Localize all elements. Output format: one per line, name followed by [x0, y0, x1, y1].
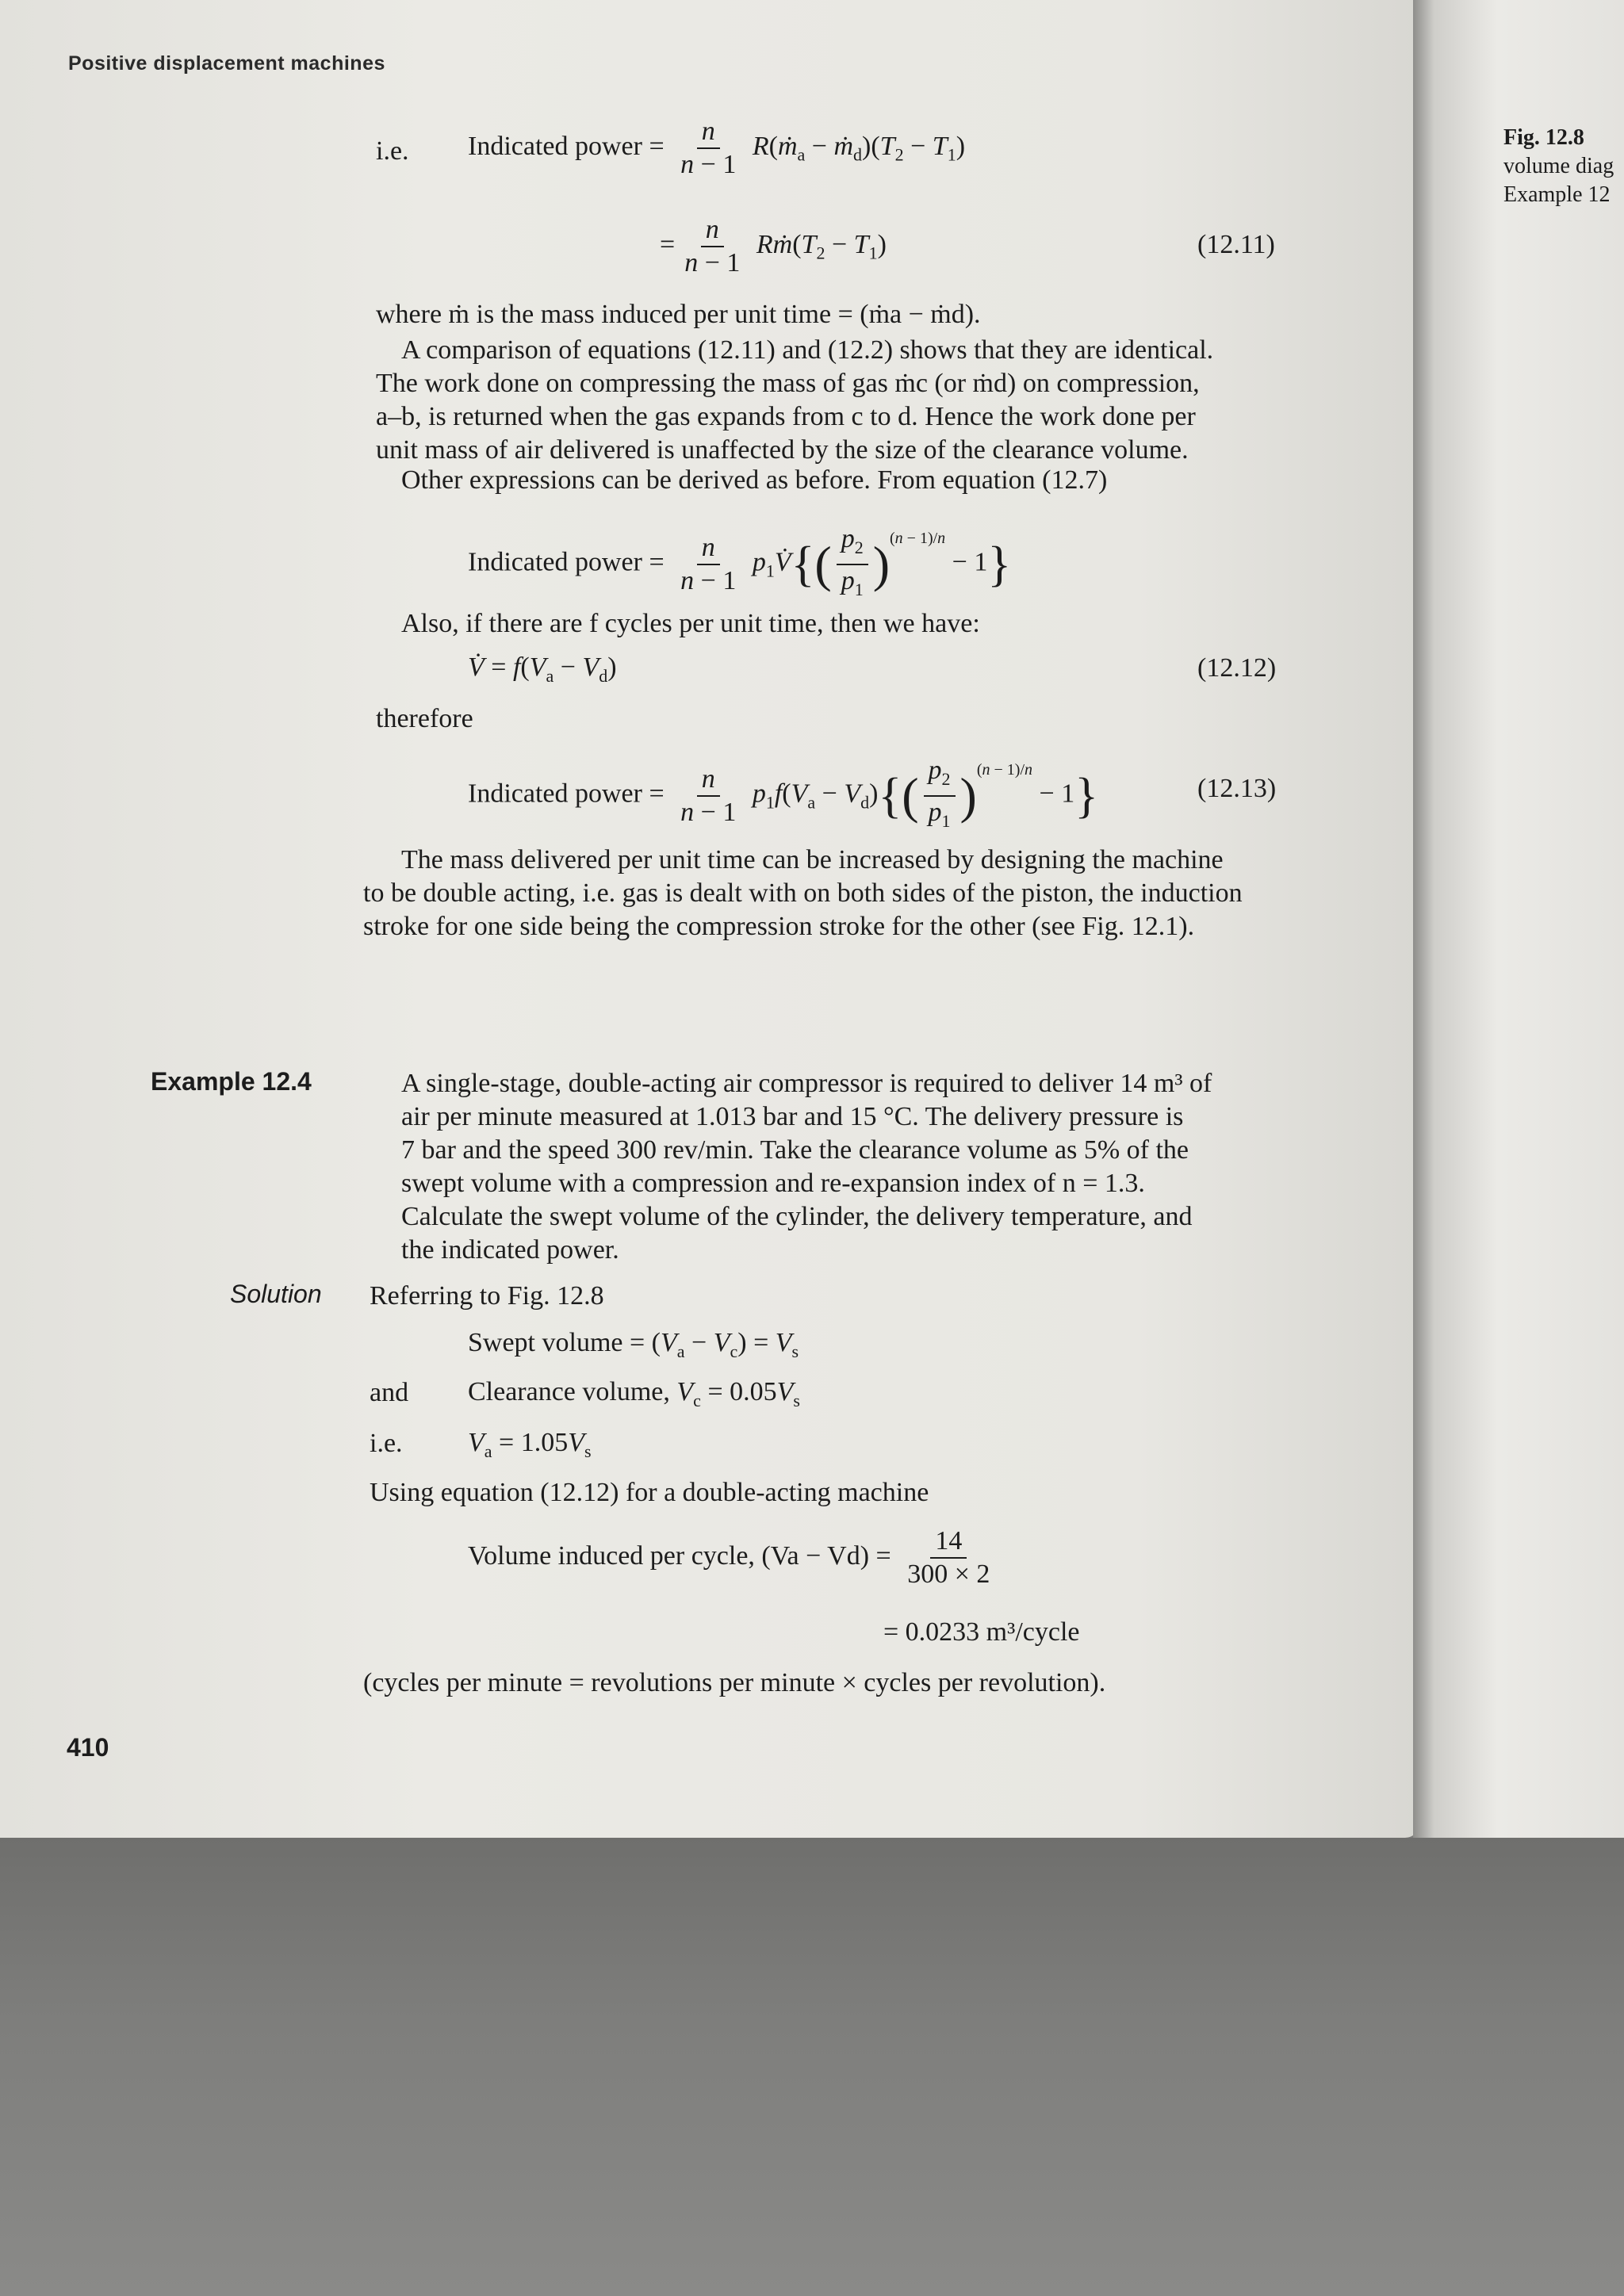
equation-indicated-power-4: Indicated power = $\frac{n}{n - 1}$ $p_1f(V_a - V_d)${( $\frac{p_2}{p_1}$ )$^{(n - 1)/n}$ − 1} [468, 756, 1098, 831]
equation-va: $V_a = 1.05V_s$ [468, 1428, 592, 1461]
facing-page-caption [1503, 124, 1614, 209]
text-also-cycles: Also, if there are f cycles per unit time, then we have: [401, 609, 980, 638]
example-line-5: Calculate the swept volume of the cylinder, the delivery temperature, and [401, 1202, 1193, 1231]
text-compare-line-1: A comparison of equations (12.11) and (12.2) shows that they are identical. [401, 335, 1214, 365]
solution-label: Solution [230, 1280, 322, 1308]
text-compare-line-2: The work done on compressing the mass of gas ṁc (or ṁd) on compression, [376, 369, 1200, 398]
volume-result: = 0.0233 m³/cycle [883, 1617, 1080, 1647]
text-compare-line-4: unit mass of air delivered is unaffected by the size of the clearance volume. [376, 435, 1189, 465]
example-line-3: 7 bar and the speed 300 rev/min. Take the clearance volume as 5% of the [401, 1135, 1189, 1165]
equation-indicated-power-2: = $\frac{n}{n - 1}$ $Rṁ(T_2 - T_1)$ [660, 215, 887, 277]
equation-clearance-volume: Clearance volume, $V_c = 0.05V_s$ [468, 1377, 800, 1410]
facing-page [1413, 0, 1624, 1875]
text-ie: i.e. [370, 1429, 403, 1458]
equation-indicated-power-3: Indicated power = $\frac{n}{n - 1}$ $p_1V̇${( $\frac{p_2}{p_1}$ )$^{(n - 1)/n}$ − 1} [468, 524, 1012, 599]
eq-lhs: Indicated power = [468, 547, 665, 577]
text-cycles-note: (cycles per minute = revolutions per minute × cycles per revolution). [363, 1668, 1106, 1697]
vol-lhs: Volume induced per cycle, (Va − Vd) = [468, 1540, 891, 1571]
text-using-equation: Using equation (12.12) for a double-acting machine [370, 1478, 929, 1507]
equation-number-12-11: (12.11) [1197, 230, 1275, 259]
text-mass-induced: where ṁ is the mass induced per unit time = (ṁa − ṁd). [376, 300, 981, 329]
equation-number-12-12: (12.12) [1197, 653, 1277, 683]
text-double-line-1: The mass delivered per unit time can be increased by designing the machine [401, 845, 1224, 874]
solution-intro: Referring to Fig. 12.8 [370, 1281, 604, 1311]
background-surface [0, 1838, 1624, 2296]
equation-volume-induced [468, 1525, 999, 1590]
text-and: and [370, 1378, 409, 1407]
caption-line-3: Example 12 [1503, 182, 1611, 207]
caption-line-2: volume diag [1503, 154, 1614, 178]
example-line-1: A single-stage, double-acting air compressor is required to deliver 14 m³ of [401, 1069, 1212, 1098]
example-line-4: swept volume with a compression and re-expansion index of n = 1.3. [401, 1169, 1145, 1198]
equation-indicated-power-1: Indicated power = $\frac{n}{n - 1}$ R(ṁ$_a$ − $ṁ_d)(T_2 - T_1)$ [468, 117, 966, 179]
example-line-2: air per minute measured at 1.013 bar and 15 °C. The delivery pressure is [401, 1102, 1184, 1131]
text-double-line-2: to be double acting, i.e. gas is dealt with on both sides of the piston, the induction [363, 878, 1243, 908]
equation-volume-rate: V̇ = $f(V_a - V_d)$ [468, 652, 617, 686]
equation-number-12-13: (12.13) [1197, 774, 1277, 803]
eq-prefix-ie: i.e. [376, 136, 409, 166]
example-line-6: the indicated power. [401, 1235, 619, 1265]
vol-num: 14 [930, 1525, 967, 1559]
vol-den: 300 × 2 [907, 1559, 990, 1589]
text-other-expressions: Other expressions can be derived as before. From equation (12.7) [401, 465, 1108, 495]
page-number: 410 [67, 1733, 109, 1762]
running-header: Positive displacement machines [68, 52, 385, 75]
example-label: Example 12.4 [151, 1067, 312, 1096]
equation-swept-volume: Swept volume = $(V_a - V_c) = V_s$ [468, 1328, 799, 1361]
eq-lhs: Indicated power = [468, 131, 665, 161]
eq-lhs: Indicated power = [468, 779, 665, 809]
text-therefore: therefore [376, 704, 473, 733]
text-compare-line-3: a–b, is returned when the gas expands from c to d. Hence the work done per [376, 402, 1196, 431]
text-double-line-3: stroke for one side being the compression stroke for the other (see Fig. 12.1). [363, 912, 1195, 941]
caption-line-1: Fig. 12.8 [1503, 125, 1584, 150]
